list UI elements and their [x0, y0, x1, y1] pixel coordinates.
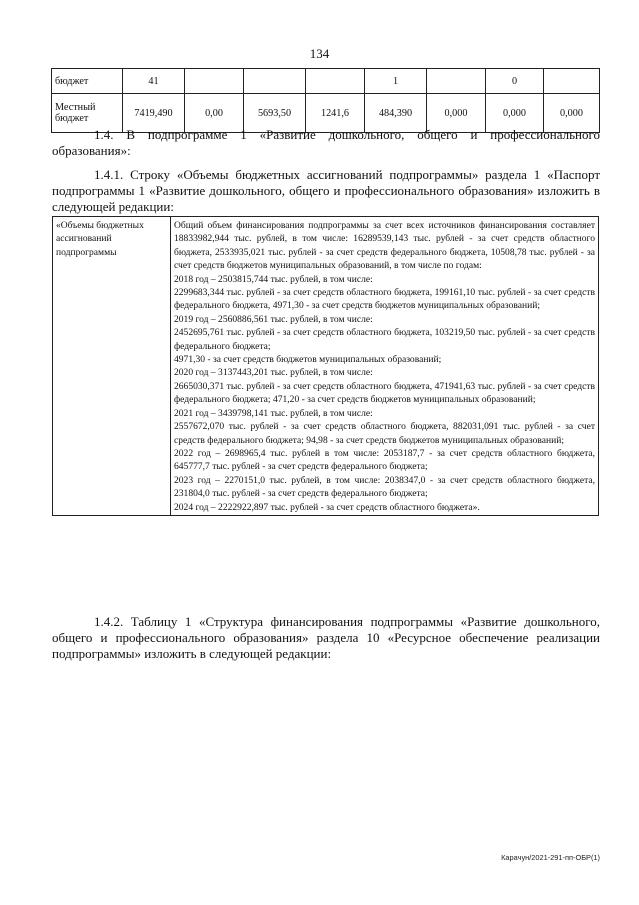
table-cell: 0,000 — [427, 94, 486, 133]
passport-row-content — [171, 217, 599, 516]
passport-line: 2022 год – 2698965,4 тыс. рублей в том числе: 2053187,7 - за счет средств областного бюджета, 645777,7 тыс. рублей - за счет средств федерального бюджета; — [174, 447, 595, 473]
passport-line: 2020 год – 3137443,201 тыс. рублей, в том числе: — [174, 367, 373, 379]
passport-line: 2018 год – 2503815,744 тыс. рублей, в том числе: — [174, 273, 373, 285]
table-cell: 7419,490 — [123, 94, 185, 133]
table-cell — [306, 69, 365, 94]
paragraph-1-4-2: 1.4.2. Таблицу 1 «Структура финансирования подпрограммы «Развитие дошкольного, общего и профессионального образования» раздела 10 «Ресурсное обеспечение реализации подпрограммы» изложить в следующей редакции: — [52, 614, 600, 661]
table-cell: 1241,6 — [306, 94, 365, 133]
table-cell — [544, 69, 600, 94]
table-cell: бюджет — [52, 69, 123, 94]
paragraph-1-4-1: 1.4.1. Строку «Объемы бюджетных ассигнований подпрограммы» раздела 1 «Паспорт подпрограммы 1 «Развитие дошкольного, общего и профессионального образования» изложить в следующей редакции: — [52, 167, 600, 214]
paragraph-1-4: 1.4. В подпрограмме 1 «Развитие дошкольного, общего и профессионального образования»: — [52, 127, 600, 158]
passport-line: 2019 год – 2560886,561 тыс. рублей, в том числе: — [174, 313, 373, 325]
passport-line: 2557672,070 тыс. рублей - за счет средств областного бюджета, 882031,091 тыс. рублей - за счет средств федерального бюджета; 94,98 - за счет средств бюджетов муниципальных образований; — [174, 421, 595, 446]
table-cell: Местный бюджет — [52, 94, 123, 133]
passport-line: 2665030,371 тыс. рублей - за счет средств областного бюджета, 471941,63 тыс. рублей - за счет средств федерального бюджета; 471,20 - за счет средств бюджетов муниципальных образований; — [174, 380, 595, 406]
table-cell: 0,00 — [185, 94, 244, 133]
passport-line: 2024 год – 2222922,897 тыс. рублей - за счет средств областного бюджета». — [174, 501, 480, 513]
table-cell: 1 — [365, 69, 427, 94]
passport-line: 4971,30 - за счет средств бюджетов муниципальных образований; — [174, 354, 442, 366]
passport-line: Общий объем финансирования подпрограммы за счет всех источников финансирования составляет 18833982,944 тыс. рублей, в том числе: 16289539,143 тыс. рублей - за счет средств областного бюджета, 2533935,021 тыс. рублей - за счет средств федерального бюджета, 10508,78 тыс. рублей - за счет средств бюджетов муниципальных образований, в том числе по годам: — [174, 220, 595, 272]
passport-table — [52, 216, 599, 516]
passport-row-label: «Объемы бюджетных ассигнований подпрограммы — [53, 217, 171, 516]
table-row — [53, 217, 599, 516]
table-cell: 0,000 — [544, 94, 600, 133]
table-cell — [185, 69, 244, 94]
document-code: Карачун/2021-291-пп-ОБР(1) — [501, 853, 600, 862]
table-cell: 484,390 — [365, 94, 427, 133]
passport-line: 2021 год – 3439798,141 тыс. рублей, в том числе: — [174, 407, 373, 419]
passport-line: 2452695,761 тыс. рублей - за счет средств областного бюджета, 103219,50 тыс. рублей - за счет средств федерального бюджета; — [174, 327, 595, 352]
table-cell — [244, 69, 306, 94]
table-cell: 5693,50 — [244, 94, 306, 133]
table-cell — [427, 69, 486, 94]
table-cell: 0,000 — [486, 94, 544, 133]
table-cell: 0 — [486, 69, 544, 94]
page-number: 134 — [309, 46, 330, 61]
passport-line: 2023 год – 2270151,0 тыс. рублей, в том числе: 2038347,0 - за счет средств областного бюджета, 231804,0 тыс. рублей - за счет средств федерального бюджета; — [174, 474, 595, 500]
budget-summary-table — [51, 68, 600, 133]
table-row — [52, 69, 600, 94]
passport-line: 2299683,344 тыс. рублей - за счет средств областного бюджета, 199161,10 тыс. рублей - за счет средств федерального бюджета, 4971,30 - за счет средств бюджетов муниципальных образований; — [174, 287, 595, 312]
table-cell: 41 — [123, 69, 185, 94]
